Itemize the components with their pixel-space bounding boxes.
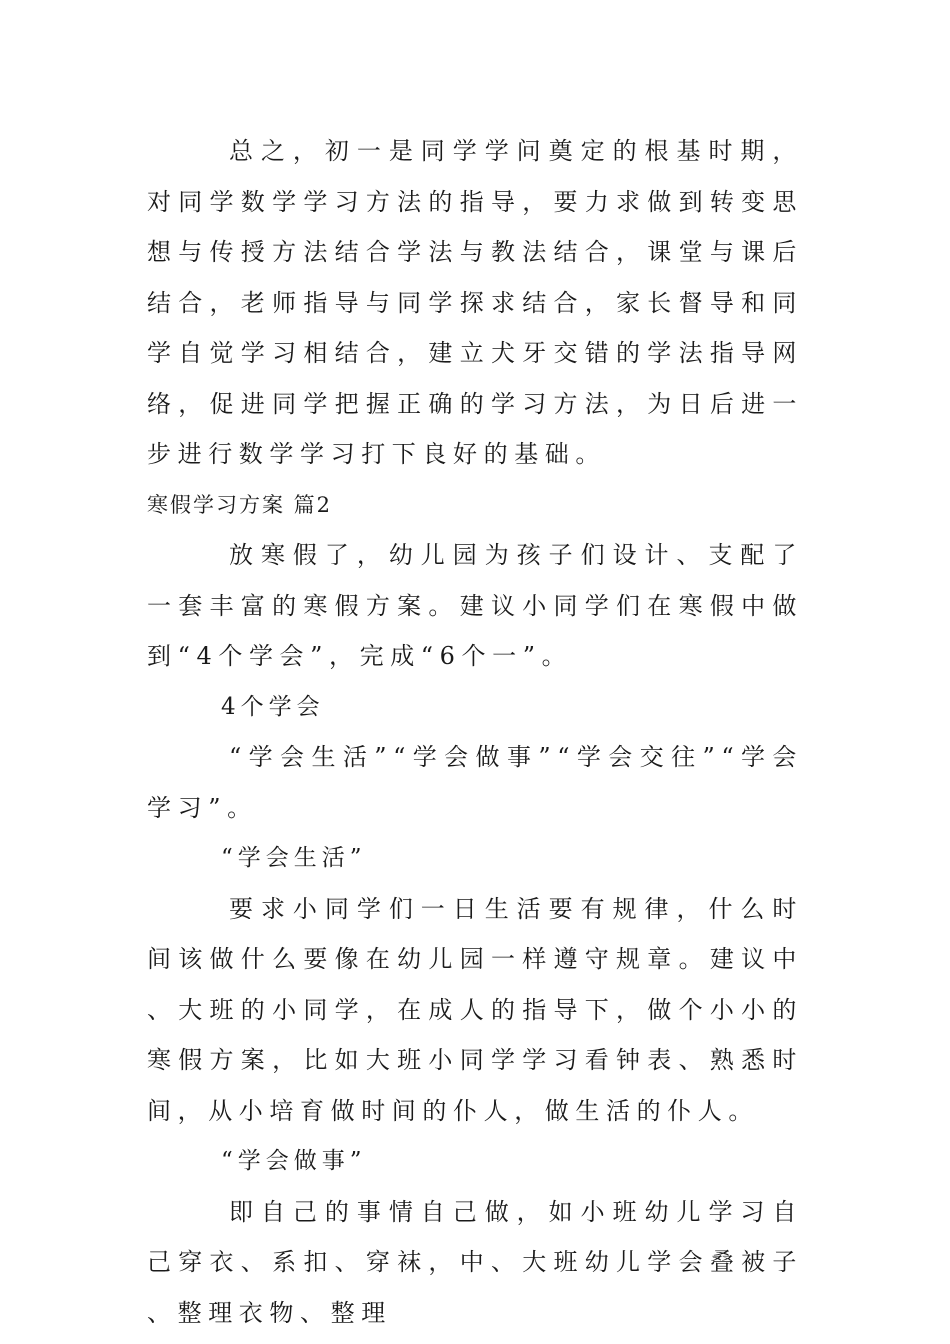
paragraph-skills-list: “学会生活”“学会做事”“学会交往”“学会学习”。 (147, 743, 803, 822)
section-heading: 寒假学习方案 篇2 (147, 492, 333, 517)
paragraph-learn-living: 要求小同学们一日生活要有规律，什么时间该做什么要像在幼儿园一样遵守规章。建议中、大班的小同学，在成人的指导下，做个小小的寒假方案，比如大班小同学学习看钟表、熟悉时间，从小培育做时间的仆人，做生活的仆人。 (147, 894, 803, 1125)
paragraph-learn-doing: 即自己的事情自己做，如小班幼儿学习自己穿衣、系扣、穿袜，中、大班幼儿学会叠被子、整理衣物、整理 (147, 1197, 803, 1327)
subheading-learn-doing: “学会做事” (221, 1148, 367, 1174)
subheading-learn-living: “学会生活” (221, 845, 367, 871)
paragraph-conclusion: 总之，初一是同学学问奠定的根基时期，对同学数学学习方法的指导，要力求做到转变思想与传授方法结合学法与教法结合，课堂与课后结合，老师指导与同学探求结合，家长督导和同学自觉学习相结合，建立犬牙交错的学法指导网络，促进同学把握正确的学习方法，为日后进一步进行数学学习打下良好的基础。 (147, 137, 803, 468)
paragraph-intro: 放寒假了，幼儿园为孩子们设计、支配了一套丰富的寒假方案。建议小同学们在寒假中做到“4个学会”，完成“6个一”。 (147, 541, 803, 670)
document-body (147, 126, 803, 1338)
subheading-four-skills: 4个学会 (221, 693, 325, 720)
